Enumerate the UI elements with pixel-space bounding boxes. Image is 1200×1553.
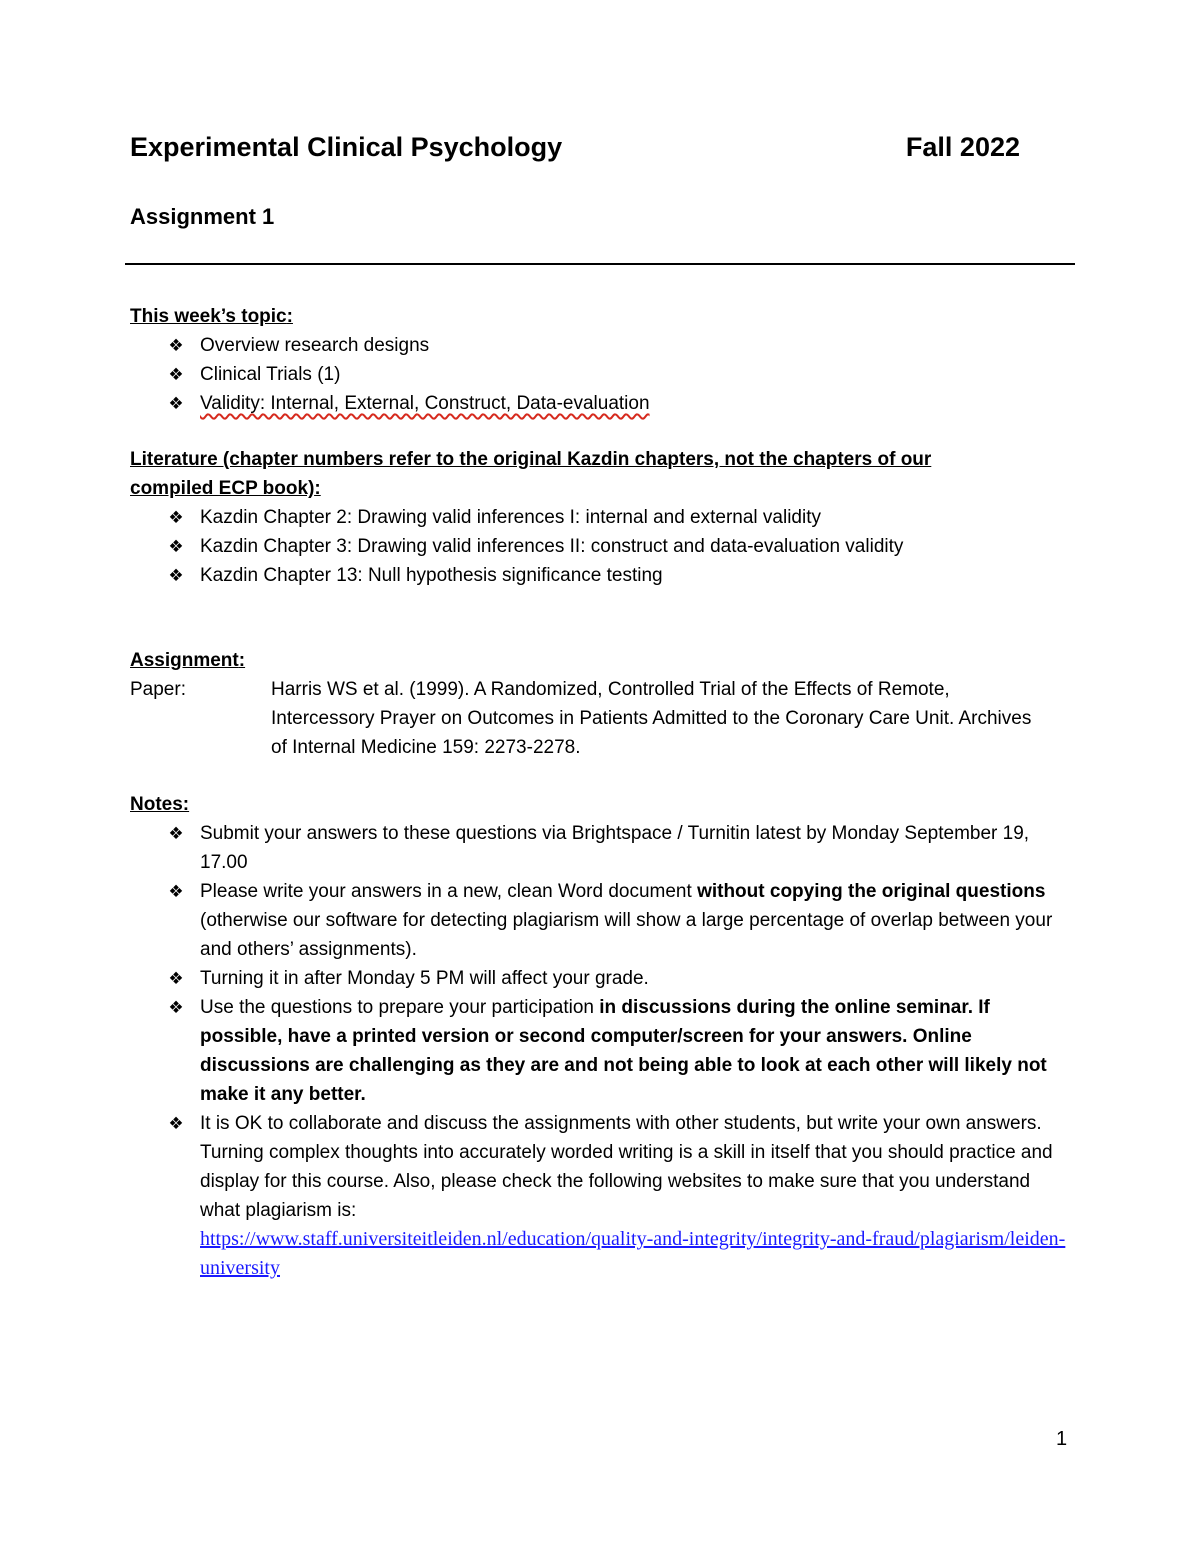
list-item-text: Use the questions to prepare your participation — [200, 997, 600, 1018]
literature-heading-colon: : — [314, 478, 321, 499]
diamond-bullet-icon: ❖ — [168, 394, 184, 413]
list-item-text: Kazdin Chapter 2: Drawing valid inferences I: internal and external validity — [200, 507, 821, 528]
diamond-bullet-icon: ❖ — [168, 336, 184, 355]
list-item-text-bold: in discussions during the online seminar. If possible, have a printed version or second computer/screen for your answers. Online discussions are challenging as they are and not being able to look at each other will likely not make it any better. — [200, 997, 1047, 1105]
list-item — [130, 503, 1010, 532]
list-item — [130, 331, 1075, 360]
list-item-text: Submit your answers to these questions via Brightspace / Turnitin latest by Monday September 19, 17.00 — [200, 823, 1030, 873]
list-item-text: Kazdin Chapter 13: Null hypothesis significance testing — [200, 565, 663, 586]
title-row — [130, 132, 1020, 172]
diamond-bullet-icon: ❖ — [168, 882, 184, 901]
page-number: 1 — [1056, 1428, 1068, 1450]
list-item — [130, 561, 1010, 590]
topic-heading-text: This week’s topic — [130, 306, 287, 327]
list-item-text: Overview research designs — [200, 335, 430, 356]
assignment-section — [130, 646, 1040, 762]
literature-section — [130, 445, 1010, 590]
plagiarism-link[interactable]: https://www.staff.universiteitleiden.nl/education/quality-and-integrity/integrity-and-fraud/plagiarism/leiden-university — [200, 1228, 1066, 1279]
diamond-bullet-icon: ❖ — [168, 1114, 184, 1133]
list-item — [130, 1109, 1075, 1283]
list-item-text: Turning it in after Monday 5 PM will affect your grade. — [200, 968, 649, 989]
list-item-text-spellcheck: Validity: Internal, External, Construct, Data-evaluation — [200, 393, 650, 414]
diamond-bullet-icon: ❖ — [168, 969, 184, 988]
notes-heading: Notes: — [130, 794, 190, 815]
topic-section — [130, 302, 1075, 418]
list-item-text: Clinical Trials (1) — [200, 364, 341, 385]
literature-heading — [130, 445, 1010, 503]
list-item-text-bold: without copying the original questions — [697, 881, 1046, 902]
notes-section — [130, 790, 1075, 1283]
diamond-bullet-icon: ❖ — [168, 824, 184, 843]
notes-list — [130, 819, 1075, 1283]
list-item — [130, 819, 1075, 877]
topic-heading — [130, 302, 1075, 331]
list-item — [130, 389, 1075, 418]
horizontal-rule — [125, 263, 1075, 265]
diamond-bullet-icon: ❖ — [168, 566, 184, 585]
document-term: Fall 2022 — [905, 132, 1020, 162]
list-item — [130, 964, 1075, 993]
document-title: Experimental Clinical Psychology — [130, 132, 563, 162]
paper-row — [130, 675, 1040, 762]
assignment-heading — [130, 646, 1040, 675]
topic-list — [130, 331, 1075, 418]
list-item — [130, 360, 1075, 389]
paper-label: Paper: — [130, 679, 186, 700]
list-item-text: (otherwise our software for detecting plagiarism will show a large percentage of overlap between your and others’ assignments). — [200, 910, 1053, 960]
diamond-bullet-icon: ❖ — [168, 365, 184, 384]
topic-heading-colon: : — [286, 306, 293, 327]
list-item-text: It is OK to collaborate and discuss the assignments with other students, but write your own answers. Turning complex thoughts into accurately worded writing is a skill in itself that you should practice and display for this course. Also, please check the following websites to make sure that you understand what plagiarism is: — [200, 1113, 1053, 1221]
list-item-text: Please write your answers in a new, clean Word document — [200, 881, 698, 902]
diamond-bullet-icon: ❖ — [168, 998, 184, 1017]
paper-citation: Harris WS et al. (1999). A Randomized, Controlled Trial of the Effects of Remote, Intercessory Prayer on Outcomes in Patients Admitted to the Coronary Care Unit. Archives of Internal Medicine 159: 2273-2278. — [271, 679, 1032, 758]
assignment-heading-text: Assignment — [130, 650, 239, 671]
assignment-heading-colon: : — [238, 650, 246, 671]
diamond-bullet-icon: ❖ — [168, 537, 184, 556]
list-item — [130, 532, 1010, 561]
list-item — [130, 877, 1075, 964]
list-item-text: Kazdin Chapter 3: Drawing valid inferences II: construct and data-evaluation validity — [200, 536, 904, 557]
literature-heading-text: Literature (chapter numbers refer to the original Kazdin chapters, not the chapters of our compiled ECP book) — [130, 449, 932, 499]
list-item — [130, 993, 1075, 1109]
document-subtitle: Assignment 1 — [130, 204, 275, 229]
diamond-bullet-icon: ❖ — [168, 508, 184, 527]
literature-list — [130, 503, 1010, 590]
